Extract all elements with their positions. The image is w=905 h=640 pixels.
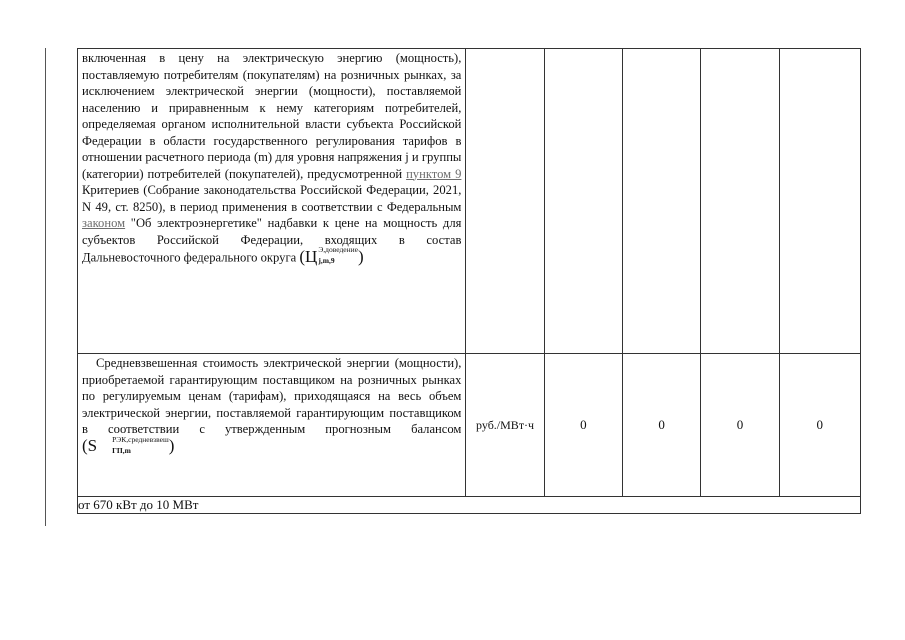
value-cell: 0 (701, 354, 779, 497)
description-text: включенная в цену на электрическую энергию (мощность), поставляемую потребителям (покупателям) на розничных рынках, за исключением электрической энергии (мощности), поставляемой населению и приравненным к нему категориям потребителей, определяемая органом исполнительной власти субъекта Российской Федерации в области государственного регулирования тарифов в отношении расчетного периода (m) для уровня напряжения j и группы (категории) потребителей (покупателей), предусмотренной (82, 51, 462, 181)
value-cell: 0 (779, 354, 860, 497)
table-row (78, 354, 861, 497)
unit-cell (466, 49, 544, 354)
indicator-description (78, 354, 465, 460)
description-text: "Об электроэнергетике" надбавки к цене на мощность для субъектов Российской Федерации, входящих в состав Дальневосточного федерального округа (82, 216, 462, 265)
indicator-description (78, 49, 465, 270)
formula-symbol: (S РЭК,средневзвеш ГП,m ) (82, 434, 175, 456)
tariff-table (77, 48, 861, 514)
link-federal-law[interactable]: законом (82, 216, 126, 230)
value-cell (623, 49, 701, 354)
value-cell (701, 49, 779, 354)
value-cell: 0 (544, 354, 622, 497)
formula-symbol: (Ц Э,доведение j,m,9 ) (299, 245, 364, 266)
description-text: Критериев (Собрание законодательства Российской Федерации, 2021, N 49, ст. 8250), в период применения в соответствии с Федеральным (82, 183, 462, 214)
section-heading-cell: от 670 кВт до 10 МВт (78, 497, 861, 514)
margin-line (45, 48, 46, 526)
link-paragraph-9[interactable]: пунктом 9 (406, 166, 462, 181)
indicator-description-cell (78, 49, 466, 354)
value-cell (544, 49, 622, 354)
unit-cell: руб./МВт·ч (466, 354, 544, 497)
table-row (78, 49, 861, 354)
indicator-description-cell (78, 354, 466, 497)
description-text: Средневзвешенная стоимость электрической энергии (мощности), приобретаемой гарантирующим поставщиком на розничных рынках по регулируемым ценам (тарифам), приходящаяся на весь объем электрической энергии, поставляемой гарантирующим поставщиком в соответствии с утвержденным прогнозным балансом (82, 356, 462, 436)
value-cell (779, 49, 860, 354)
value-cell: 0 (623, 354, 701, 497)
table-row (78, 497, 861, 514)
